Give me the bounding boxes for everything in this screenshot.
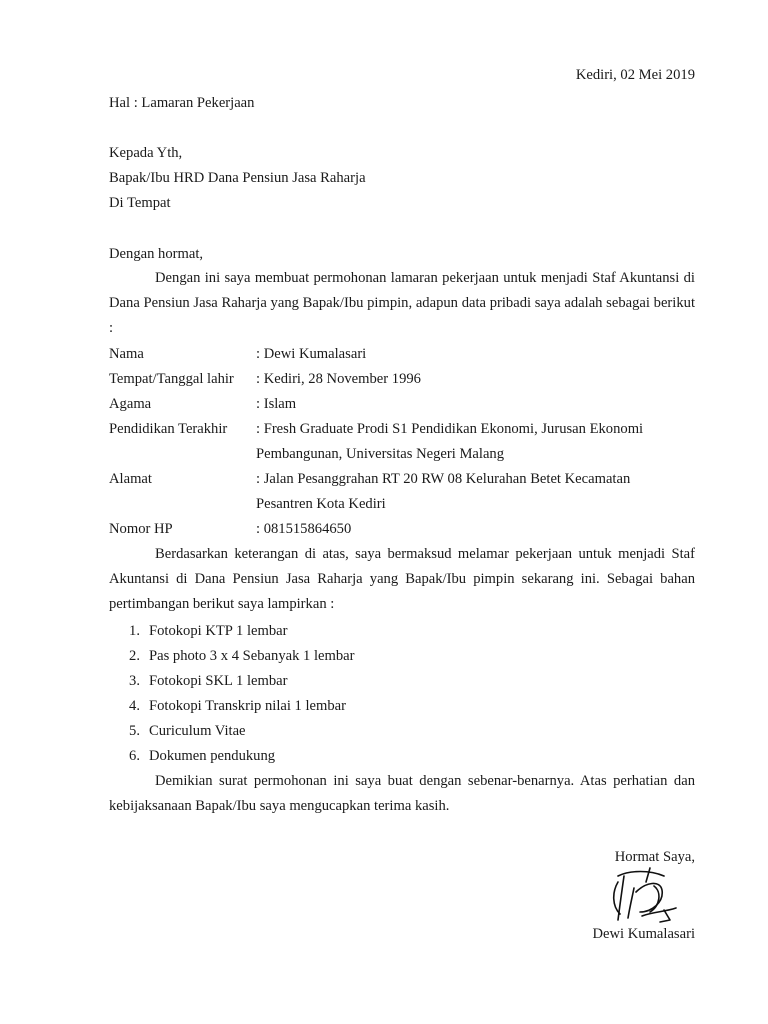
signer-name: Dewi Kumalasari (592, 926, 695, 942)
place-date: Kediri, 02 Mei 2019 (575, 67, 695, 83)
attachment-number: 2. (129, 648, 140, 664)
greeting: Dengan hormat, (109, 246, 204, 262)
data-value-phone: : 081515864650 (256, 521, 352, 537)
data-value-education: : Fresh Graduate Prodi S1 Pendidikan Ekonomi, Jurusan Ekonomi (256, 421, 644, 437)
data-label-address: Alamat (109, 471, 152, 487)
data-value-birth: : Kediri, 28 November 1996 (256, 371, 421, 387)
attachment-item: Fotokopi Transkrip nilai 1 lembar (149, 698, 347, 714)
recipient-name: Bapak/Ibu HRD Dana Pensiun Jasa Raharja (109, 170, 366, 186)
attachment-number: 4. (129, 698, 140, 714)
attachment-number: 5. (129, 723, 140, 739)
attachment-item: Curiculum Vitae (149, 723, 246, 739)
data-value-nama: : Dewi Kumalasari (256, 346, 367, 362)
recipient-salutation: Kepada Yth, (109, 145, 183, 161)
attachment-item: Dokumen pendukung (149, 748, 276, 764)
data-label-birth: Tempat/Tanggal lahir (109, 371, 234, 387)
closing-paragraph: Demikian surat permohonan ini saya buat dengan sebenar-benarnya. Atas perhatian dan kebijaksanaan Bapak/Ibu saya mengucapkan terima kasih. (109, 773, 695, 814)
data-label-nama: Nama (109, 346, 144, 362)
handwritten-signature (590, 862, 690, 932)
data-value-address: : Jalan Pesanggrahan RT 20 RW 08 Kelurahan Betet Kecamatan (256, 471, 631, 487)
attachment-item: Fotokopi KTP 1 lembar (149, 623, 288, 639)
data-label-religion: Agama (109, 396, 152, 412)
body-paragraph: Berdasarkan keterangan di atas, saya bermaksud melamar pekerjaan untuk menjadi Staf Akuntansi di Dana Pensiun Jasa Raharja yang Bapak/Ibu pimpin sekarang ini. Sebagai bahan pertimbangan berikut saya lampirkan : (109, 546, 695, 612)
attachment-number: 3. (129, 673, 140, 689)
letter-subject: Hal : Lamaran Pekerjaan (109, 95, 255, 111)
data-label-phone: Nomor HP (109, 521, 173, 537)
attachment-item: Pas photo 3 x 4 Sebanyak 1 lembar (149, 648, 355, 664)
recipient-place: Di Tempat (109, 195, 171, 211)
data-value-education-cont: Pembangunan, Universitas Negeri Malang (256, 446, 505, 462)
data-value-religion: : Islam (256, 396, 297, 412)
data-label-education: Pendidikan Terakhir (109, 421, 228, 437)
attachment-number: 1. (129, 623, 140, 639)
closing-salutation: Hormat Saya, (614, 849, 695, 865)
intro-paragraph: Dengan ini saya membuat permohonan lamaran pekerjaan untuk menjadi Staf Akuntansi di Dana Pensiun Jasa Raharja yang Bapak/Ibu pimpin, adapun data pribadi saya adalah sebagai berikut : (109, 270, 695, 336)
data-value-address-cont: Pesantren Kota Kediri (256, 496, 386, 512)
attachment-item: Fotokopi SKL 1 lembar (149, 673, 288, 689)
attachment-number: 6. (129, 748, 140, 764)
